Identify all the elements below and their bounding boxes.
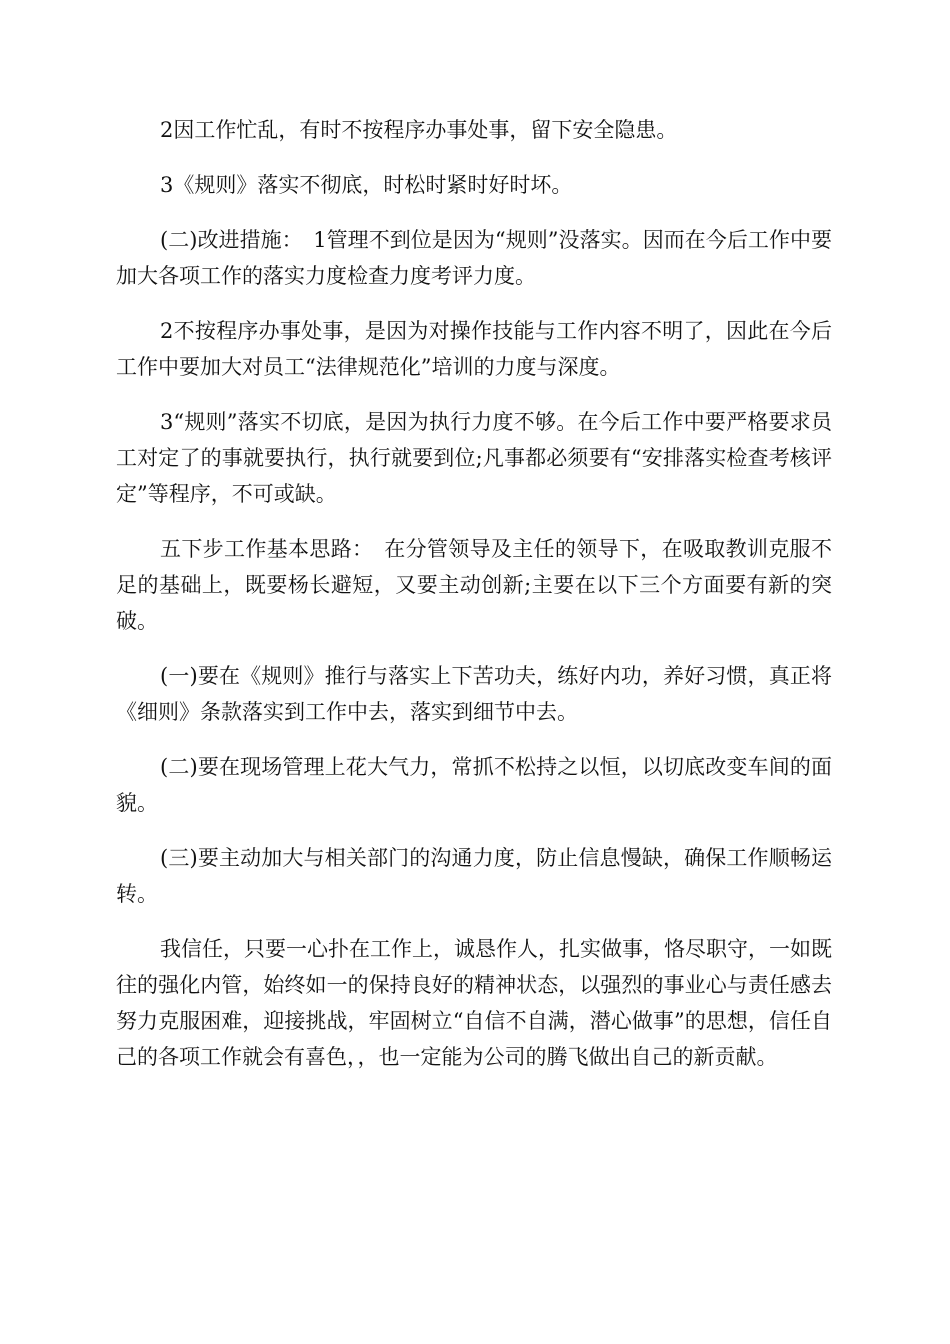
paragraph-safety-hazard: 2因工作忙乱，有时不按程序办事处事，留下安全隐患。 [160,118,678,142]
paragraph-improvement-measures: (二)改进措施： 1管理不到位是因为“规则”没落实。因而在今后工作中要加大各项工作的落实力度检查力度考评力度。 [116,228,832,288]
document-body [116,112,832,1094]
paragraph-conclusion: 我信任，只要一心扑在工作上，诚恳作人，扎实做事，恪尽职守，一如既往的强化内管，始终如一的保持良好的精神状态，以强烈的事业心与责任感去努力克服困难，迎接挑战，牢固树立“自信不自满，潜心做事”的思想，信任自己的各项工作就会有喜色，，也一定能为公司的腾飞做出自己的新贡献。 [116,937,832,1069]
paragraph-procedure-training: 2不按程序办事处事，是因为对操作技能与工作内容不明了，因此在今后工作中要加大对员工“法律规范化”培训的力度与深度。 [116,319,832,379]
paragraph-item-one: (一)要在《规则》推行与落实上下苦功夫，练好内功，养好习惯，真正将《细则》条款落实到工作中去，落实到细节中去。 [116,664,832,724]
paragraph-execution-strength: 3“规则”落实不切底，是因为执行力度不够。在今后工作中要严格要求员工对定了的事就要执行，执行就要到位;凡事都必须要有“安排落实检查考核评定”等程序，不可或缺。 [116,410,832,506]
paragraph-item-two: (二)要在现场管理上花大气力，常抓不松持之以恒，以切底改变车间的面貌。 [116,755,832,815]
paragraph-item-three: (三)要主动加大与相关部门的沟通力度，防止信息慢缺，确保工作顺畅运转。 [116,846,832,906]
paragraph-next-steps: 五下步工作基本思路： 在分管领导及主任的领导下，在吸取教训克服不足的基础上，既要杨长避短，又要主动创新;主要在以下三个方面要有新的突破。 [116,537,832,633]
paragraph-rules-not-thorough: 3《规则》落实不彻底，时松时紧时好时坏。 [160,173,573,197]
